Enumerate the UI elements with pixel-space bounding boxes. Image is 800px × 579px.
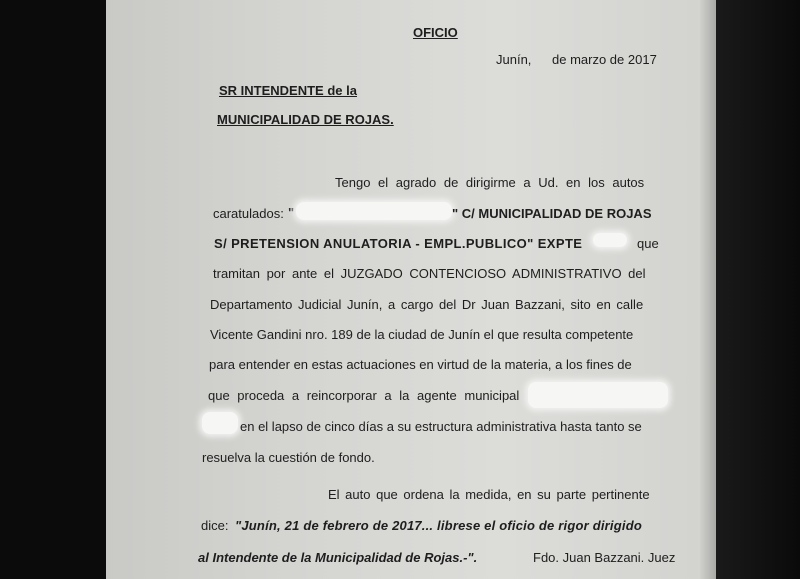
date-rest: de marzo de 2017: [552, 52, 657, 67]
body-line-1: Tengo el agrado de dirigirme a Ud. en los autos: [335, 175, 645, 190]
body-line-2a: caratulados:: [213, 206, 284, 221]
body-line-11: El auto que ordena la medida, en su parte pertinente: [328, 487, 650, 502]
background-dark: [716, 0, 800, 579]
addressee-line-1: SR INTENDENTE de la: [219, 83, 357, 98]
redaction-name: [296, 202, 452, 220]
body-line-8: que proceda a reincorporar a la agente municipal: [208, 388, 520, 403]
body-line-6: Vicente Gandini nro. 189 de la ciudad de Junín el que resulta competente: [210, 327, 634, 342]
body-line-7: para entender en estas actuaciones en virtud de la materia, a los fines de: [209, 357, 632, 372]
redaction-expte: [593, 233, 627, 247]
body-line-2b: ": [288, 205, 295, 220]
document-page: [106, 0, 716, 579]
body-line-12a: dice:: [201, 518, 229, 533]
body-line-10: resuelva la cuestión de fondo.: [202, 450, 375, 465]
body-line-9: en el lapso de cinco días a su estructura administrativa hasta tanto se: [240, 419, 642, 434]
signature-line: Fdo. Juan Bazzani. Juez: [533, 550, 676, 565]
redaction-agent-name-2: [202, 412, 238, 434]
body-line-4: tramitan por ante el JUZGADO CONTENCIOSO ADMINISTRATIVO del: [213, 266, 646, 281]
body-line-3a: S/ PRETENSION ANULATORIA - EMPL.PUBLICO" EXPTE: [214, 236, 583, 251]
body-line-5: Departamento Judicial Junín, a cargo del Dr Juan Bazzani, sito en calle: [210, 297, 644, 312]
page-edge: [700, 0, 716, 579]
document-title: OFICIO: [413, 25, 458, 40]
body-line-2c: " C/ MUNICIPALIDAD DE ROJAS: [452, 206, 652, 221]
body-line-3b: que: [637, 236, 659, 251]
redaction-agent-name: [528, 382, 668, 408]
date-place: Junín,: [496, 52, 532, 67]
quoted-ruling-1: "Junín, 21 de febrero de 2017... librese el oficio de rigor dirigido: [235, 518, 642, 533]
quoted-ruling-2: al Intendente de la Municipalidad de Rojas.-".: [198, 550, 478, 565]
addressee-line-2: MUNICIPALIDAD DE ROJAS.: [217, 112, 394, 127]
bleed-through-text: [206, 24, 210, 39]
